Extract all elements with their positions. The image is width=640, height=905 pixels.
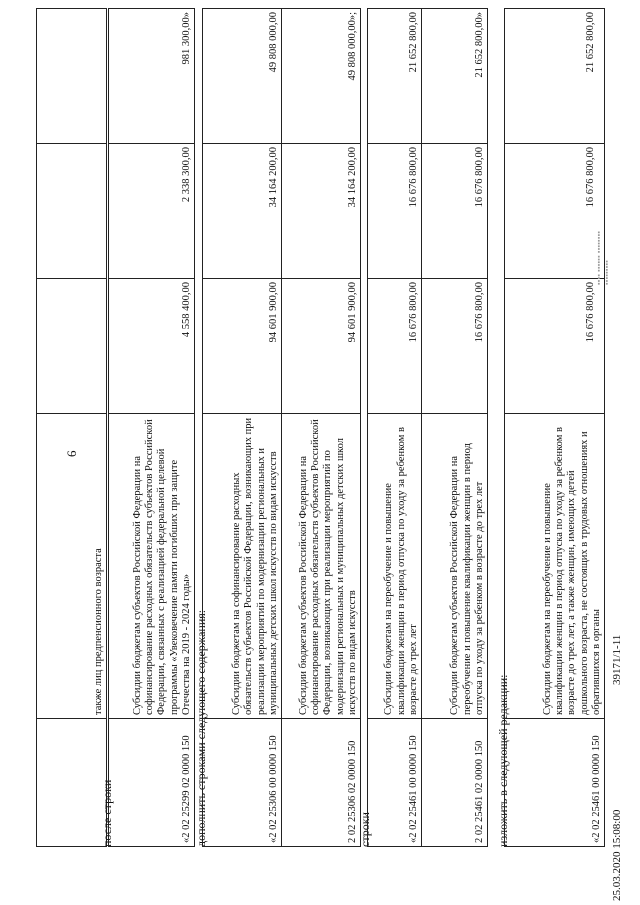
amount-cell: 34 164 200,00 <box>203 144 282 279</box>
description-cell: Субсидии бюджетам на переобучение и повышение квалификации женщин в период отпуска по уходу за ребенком в возрасте до трех лет, а также женщин, имеющих детей дошкольного возраста, не состоящих в трудовых отношениях и обратившихся в органы <box>505 414 605 719</box>
amount-cell: 21 652 800,00 <box>368 9 422 144</box>
amount-cell: 4 558 400,00 <box>109 279 195 414</box>
section-label-after-row: после строки <box>100 779 114 847</box>
budget-table-rows <box>367 8 488 847</box>
budget-code-cell <box>37 719 107 847</box>
amount-cell: 981 300,00» <box>109 9 195 144</box>
amount-cell: 16 676 800,00 <box>368 279 422 414</box>
description-cell: Субсидии бюджетам субъектов Российской Федерации на софинансирование расходных обязательств субъектов Российской Федерации, возникающих при реализации мероприятий по модернизации региональных и муниципальных детских школ искусств по видам искусств <box>282 414 361 719</box>
budget-code-cell: «2 02 25461 00 0000 150 <box>368 719 422 847</box>
continuation-table <box>36 8 107 847</box>
description-cell: Субсидии бюджетам на софинансирование расходных обязательств субъектов Российской Федерации, возникающих при реализации мероприятий по модернизации региональных и муниципальных детских школ искусств по видам искусств <box>203 414 282 719</box>
amount-cell <box>37 279 107 414</box>
table-row <box>203 9 282 847</box>
table-row <box>282 9 361 847</box>
budget-code-cell: 2 02 25306 02 0000 150 <box>282 719 361 847</box>
description-cell: Субсидии бюджетам субъектов Российской Федерации на софинансирование расходных обязательств субъектов Российской Федерации, связанных с реализацией федеральной целевой программы «Увековечение памяти погибших при защите Отечества на 2019 - 2024 годы» <box>109 414 195 719</box>
amount-cell: 21 652 800,00» <box>422 9 488 144</box>
budget-table-after <box>108 8 195 847</box>
description-cell: Субсидии бюджетам на переобучение и повышение квалификации женщин в период отпуска по уходу за ребенком в возрасте до трех лет <box>368 414 422 719</box>
section-label-set-forth: изложить в следующей редакции: <box>496 674 510 847</box>
footer-doc-id: 39171/1-11 <box>611 634 623 685</box>
budget-table-added <box>202 8 361 847</box>
budget-code-cell: «2 02 25299 02 0000 150 <box>109 719 195 847</box>
table-row <box>368 9 422 847</box>
table-row <box>37 9 107 847</box>
section-label-rows: строки <box>358 812 372 847</box>
table-row <box>505 9 605 847</box>
budget-code-cell: «2 02 25461 00 0000 150 <box>505 719 605 847</box>
budget-table-revised-wrapper <box>504 9 602 847</box>
description-cell: также лиц предпенсионного возраста <box>37 414 107 719</box>
amount-cell <box>37 9 107 144</box>
amount-cell: 16 676 800,00 <box>505 144 605 279</box>
footer-datetime: 25.03.2020 15:08:00 <box>611 809 623 901</box>
description-cell: Субсидии бюджетам субъектов Российской Федерации на переобучение и повышение квалификации женщин в период отпуска по уходу за ребенком в возрасте до трех лет <box>422 414 488 719</box>
amount-cell: 2 338 300,00 <box>109 144 195 279</box>
amount-cell: 94 601 900,00 <box>203 279 282 414</box>
faint-stamp-mark: ▪▪▪▪ ▪▪▪▪▪▪ ▪▪▪▪▪▪▪▪ ▪▪▪▪▪▪▪▪▪ <box>595 230 611 285</box>
amount-cell: 16 676 800,00 <box>505 279 605 414</box>
amount-cell: 34 164 200,00 <box>282 144 361 279</box>
budget-table-revised <box>504 8 605 847</box>
page-number: 6 <box>64 450 79 457</box>
amount-cell: 16 676 800,00 <box>368 144 422 279</box>
section-label-add-rows: дополнить строками следующего содержания: <box>194 609 208 847</box>
amount-cell: 16 676 800,00 <box>422 144 488 279</box>
budget-code-cell: 2 02 25461 02 0000 150 <box>422 719 488 847</box>
table-row <box>422 9 488 847</box>
amount-cell: 94 601 900,00 <box>282 279 361 414</box>
amount-cell: 21 652 800,00 <box>505 9 605 144</box>
amount-cell: 49 808 000,00 <box>203 9 282 144</box>
amount-cell: 16 676 800,00 <box>422 279 488 414</box>
table-row <box>109 9 195 847</box>
amount-cell: 49 808 000,00»; <box>282 9 361 144</box>
amount-cell <box>37 144 107 279</box>
budget-code-cell: «2 02 25306 00 0000 150 <box>203 719 282 847</box>
